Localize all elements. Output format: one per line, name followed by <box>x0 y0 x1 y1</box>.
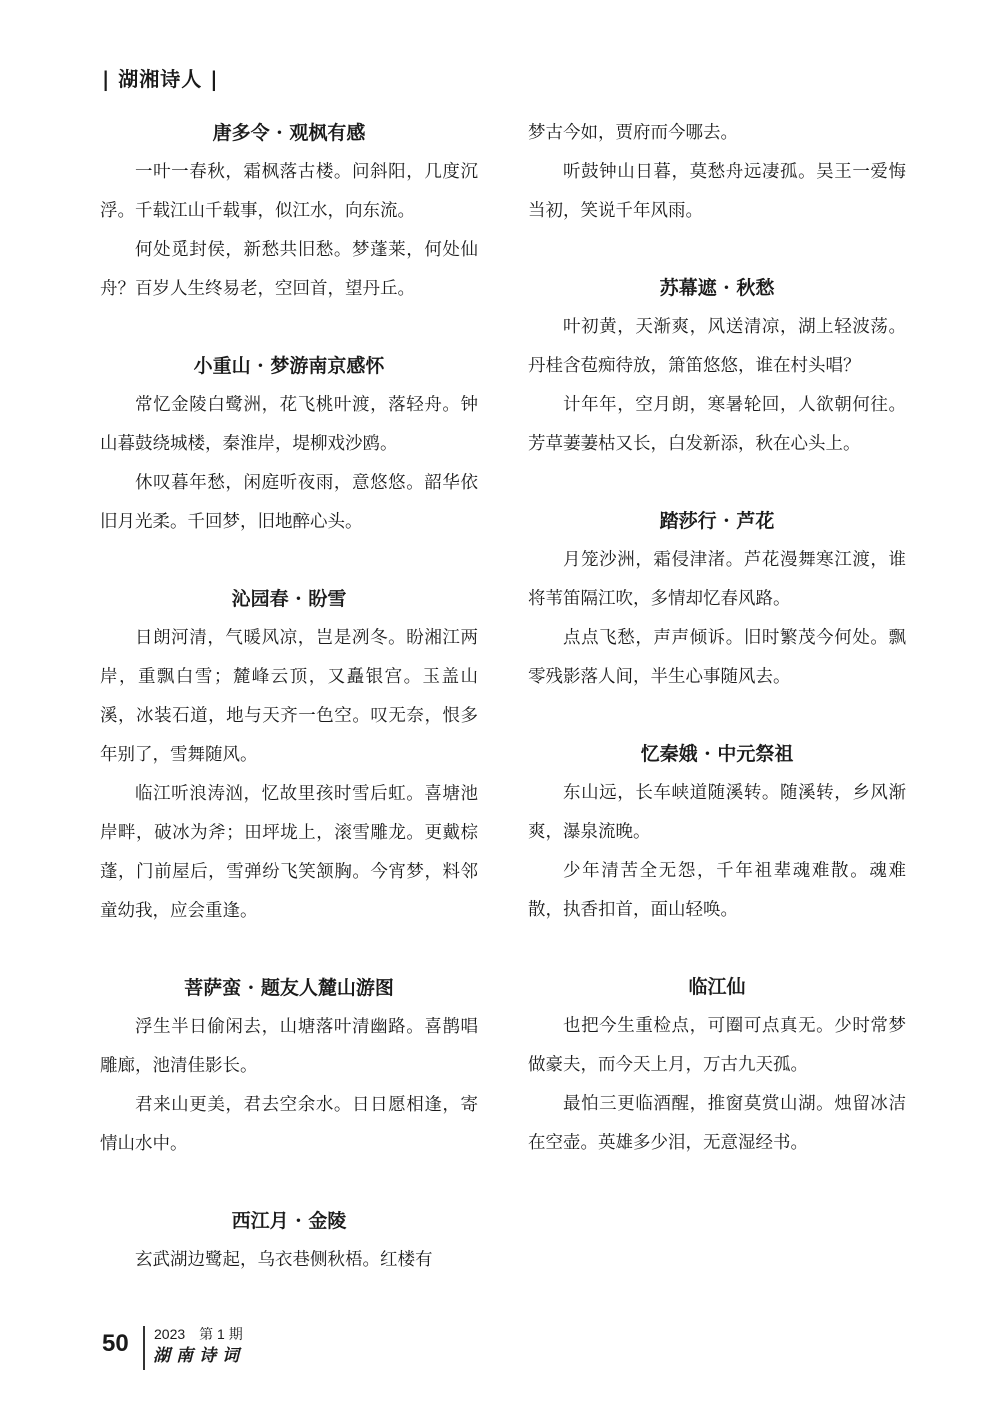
poem-paragraph: 何处觅封侯，新愁共旧愁。梦蓬莱，何处仙舟？百岁人生终易老，空回首，望丹丘。 <box>100 240 478 299</box>
poem-title: 小重山 · 梦游南京感怀 <box>193 355 385 377</box>
left-column <box>100 114 478 1280</box>
poem-paragraph: 点点飞愁，声声倾诉。旧时繁茂今何处。飘零残影落人间，半生心事随风去。 <box>528 628 906 687</box>
poem-paragraph: 最怕三更临酒醒，推窗莫赏山湖。烛留冰洁在空壶。英雄多少泪，无意湿经书。 <box>528 1094 906 1153</box>
poem-title: 菩萨蛮 · 题友人麓山游图 <box>184 977 394 999</box>
poem-paragraph: 一叶一春秋，霜枫落古楼。问斜阳，几度沉浮。千载江山千载事，似江水，向东流。 <box>100 162 478 221</box>
poem <box>100 1202 478 1280</box>
poem-paragraph: 玄武湖边鹭起，乌衣巷侧秋梧。红楼有 <box>135 1250 433 1270</box>
poem-paragraph: 也把今生重检点，可圈可点真无。少时常梦做豪夫，而今天上月，万古九天孤。 <box>528 1016 906 1075</box>
poem <box>100 347 478 542</box>
poem <box>528 502 906 697</box>
poem-title: 沁园春 · 盼雪 <box>231 588 347 610</box>
poem-paragraph: 计年年，空月朗，寒暑轮回，人欲朝何往。芳草萋萋枯又长，白发新添，秋在心头上。 <box>528 395 906 454</box>
poem-paragraph: 东山远，长车峡道随溪转。随溪转，乡风渐爽，瀑泉流晚。 <box>528 783 906 842</box>
poem <box>528 735 906 930</box>
poem <box>528 269 906 464</box>
poem-paragraph: 浮生半日偷闲去，山塘落叶清幽路。喜鹊唱雕廊，池清佳影长。 <box>100 1017 478 1076</box>
poem-title: 苏幕遮 · 秋愁 <box>659 277 775 299</box>
footer-divider <box>143 1326 145 1370</box>
issue-label: 2023 第 1 期 <box>154 1326 243 1342</box>
poem <box>528 968 906 1163</box>
poem-paragraph: 听鼓钟山日暮，莫愁舟远凄孤。吴王一爱悔当初，笑说千年风雨。 <box>528 162 906 221</box>
magazine-name: 湖南诗词 <box>153 1346 245 1366</box>
section-tag: | 湖湘诗人 | <box>102 67 219 91</box>
poem-title: 唐多令 · 观枫有感 <box>212 122 366 144</box>
poem-paragraph: 日朗河清，气暖风凉，岂是冽冬。盼湘江两岸，重飘白雪；麓峰云顶，又矗银宫。玉盖山溪，冰装石道，地与天齐一色空。叹无奈，恨多年别了，雪舞随风。 <box>100 628 478 765</box>
poem-paragraph: 君来山更美，君去空余水。日日愿相逢，寄情山水中。 <box>100 1095 478 1154</box>
poem-paragraph: 休叹暮年愁，闲庭听夜雨，意悠悠。韶华依旧月光柔。千回梦，旧地醉心头。 <box>100 473 478 532</box>
poem <box>100 114 478 309</box>
poem-paragraph: 梦古今如，贾府而今哪去。 <box>528 123 738 143</box>
poem-paragraph: 临江听浪涛汹，忆故里孩时雪后虹。喜塘池岸畔，破冰为斧；田坪垅上，滚雪雕龙。更戴棕蓬，门前屋后，雪弹纷飞笑颔胸。今宵梦，料邻童幼我，应会重逢。 <box>100 784 478 921</box>
poem-continuation <box>528 114 906 231</box>
poem <box>100 969 478 1164</box>
poem-paragraph: 月笼沙洲，霜侵津渚。芦花漫舞寒江渡，谁将苇笛隔江吹，多情却忆春风路。 <box>528 550 906 609</box>
poem-paragraph: 常忆金陵白鹭洲，花飞桃叶渡，落轻舟。钟山暮鼓绕城楼，秦淮岸，堤柳戏沙鸥。 <box>100 395 478 454</box>
poem-paragraph: 少年清苦全无怨，千年祖辈魂难散。魂难散，执香扣首，面山轻唤。 <box>528 861 906 920</box>
poem <box>100 580 478 931</box>
poem-title: 踏莎行 · 芦花 <box>659 510 775 532</box>
poem-title: 忆秦娥 · 中元祭祖 <box>640 743 794 765</box>
poem-paragraph: 叶初黄，天渐爽，风送清凉，湖上轻波荡。丹桂含苞痴待放，箫笛悠悠，谁在村头唱？ <box>528 317 906 376</box>
page-number: 50 <box>102 1330 129 1357</box>
right-column <box>528 114 906 1163</box>
poem-title: 临江仙 <box>688 976 746 998</box>
poem-title: 西江月 · 金陵 <box>231 1210 347 1232</box>
